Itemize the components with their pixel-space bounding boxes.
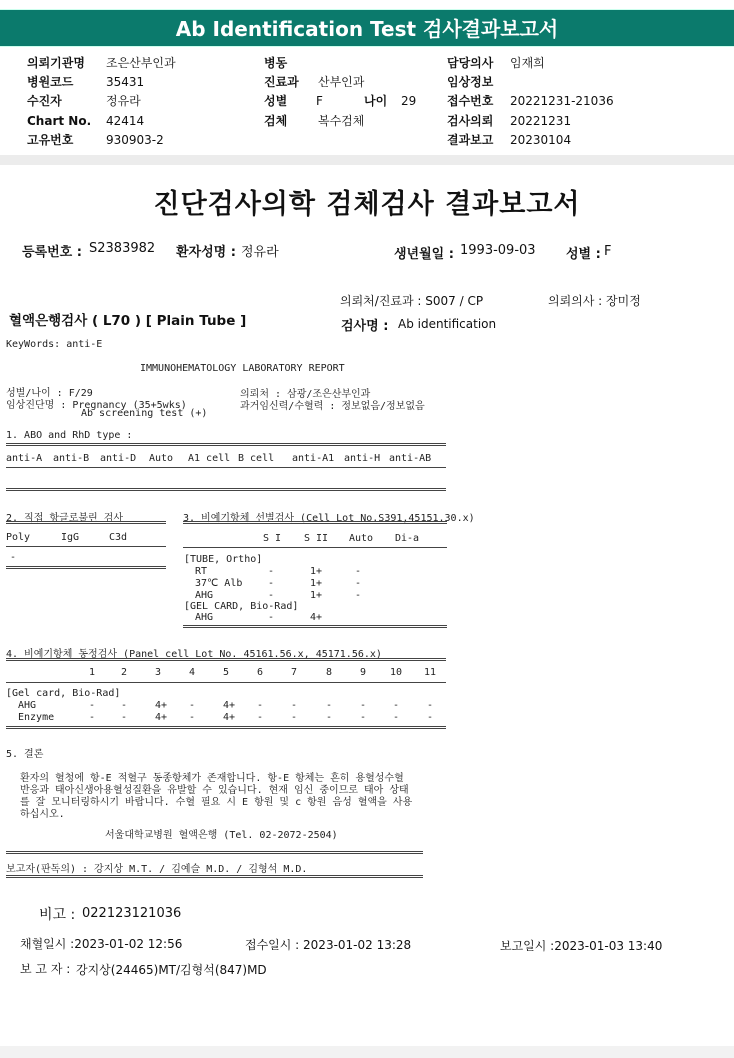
reporter-label: 보 고 자 : [20, 962, 71, 976]
report-header-title: Ab Identification Test 검사결과보고서 [0, 9, 734, 47]
conclusion-line: 를 잘 모니터링하시기 바랍니다. 수혈 필요 시 E 항원 및 c 항원 음성 혈액을 사용 [20, 797, 413, 808]
conclusion-line: 하십시오. [20, 809, 65, 820]
info-value: 복수검체 [318, 114, 365, 128]
reporter-line: 보고자(판독의) : 강지상 M.T. / 김예슬 M.D. / 김형석 M.D. [6, 864, 308, 875]
info-label: 진료과 [264, 75, 299, 89]
sec4-title: 4. 비예기항체 동정검사 (Panel cell Lot No. 45161.56.x, 45171.56.x) [6, 649, 382, 660]
referral: 의뢰처 : 삼광/조은산부인과 [240, 389, 371, 400]
requesting-doctor: 의뢰의사 : 장미정 [548, 294, 641, 308]
screen-group: [TUBE, Ortho] [184, 554, 263, 565]
dat-value: - [10, 552, 17, 563]
info-label: 임상정보 [447, 75, 494, 89]
screen-row-label: AHG [195, 612, 214, 623]
info-value: 20221231-21036 [510, 94, 614, 108]
test-name-value: Ab identification [398, 317, 497, 331]
sec3-title: 3. 비예기항체 선별검사 (Cell Lot No.S391,45151.30.x) [183, 513, 475, 524]
diagnosis-line1: 임상진단명 : Pregnancy (35+5wks) [6, 400, 187, 411]
screen-header: S I [263, 533, 282, 544]
panel-value: - [326, 700, 333, 711]
panel-row-label: AHG [18, 700, 37, 711]
info-label: 담당의사 [447, 56, 494, 70]
info-label: 병원코드 [27, 75, 74, 89]
screen-value: 1+ [310, 566, 323, 577]
panel-header: 9 [360, 667, 367, 678]
panel-header: 6 [257, 667, 264, 678]
panel-value: 4+ [223, 700, 236, 711]
requesting-dept: 의뢰처/진료과 : S007 / CP [340, 294, 484, 308]
info-label: 수진자 [27, 94, 62, 108]
info-label: 의뢰기관명 [27, 56, 85, 70]
abo-header: anti-H [344, 453, 381, 464]
panel-header: 10 [390, 667, 403, 678]
rule [6, 488, 446, 491]
sec5-title: 5. 결론 [6, 749, 44, 760]
panel-header: 8 [326, 667, 333, 678]
abo-header: anti-AB [389, 453, 432, 464]
panel-value: - [89, 712, 96, 723]
sex-value: F [604, 244, 612, 259]
screen-value: 1+ [310, 590, 323, 601]
panel-value: 4+ [155, 700, 168, 711]
panel-value: - [427, 700, 434, 711]
rule [6, 467, 446, 468]
panel-value: - [360, 700, 367, 711]
rule [6, 726, 446, 729]
info-value: 20221231 [510, 114, 572, 128]
collection-time: 채혈일시 :2023-01-02 12:56 [20, 937, 183, 951]
report-time: 보고일시 :2023-01-03 13:40 [500, 939, 663, 953]
abo-header: anti-A [6, 453, 43, 464]
info-value: 조은산부인과 [106, 56, 176, 70]
panel-value: - [189, 700, 196, 711]
info-label: 검사의뢰 [447, 114, 494, 128]
screen-value: - [268, 612, 275, 623]
sec1-title: 1. ABO and RhD type : [6, 430, 133, 441]
info-label: 병동 [264, 56, 288, 70]
panel-value: - [360, 712, 367, 723]
panel-header: 5 [223, 667, 230, 678]
info-label: 성별 [264, 94, 288, 108]
section-separator [0, 155, 734, 165]
reporter-value: 강지상(24465)MT/김형석(847)MD [76, 963, 267, 977]
info-value: 임재희 [510, 56, 545, 70]
panel-value: - [393, 712, 400, 723]
conclusion-line: 환자의 혈청에 항-E 적혈구 동종항체가 존재합니다. 항-E 항체는 흔히 용혈성수혈 [20, 773, 404, 784]
screen-value: - [355, 590, 362, 601]
report-title: 진단검사의학 검체검사 결과보고서 [153, 189, 581, 220]
bloodbank-contact: 서울대학교병원 혈액은행 (Tel. 02-2072-2504) [105, 830, 338, 841]
abo-header: anti-B [53, 453, 90, 464]
sec2-title: 2. 직접 항글로불린 검사 [6, 513, 124, 524]
abo-header: anti-D [100, 453, 137, 464]
rule [183, 521, 447, 524]
panel-header: 11 [424, 667, 437, 678]
panel-value: - [121, 712, 128, 723]
panel-value: - [291, 712, 298, 723]
screen-header: S II [304, 533, 329, 544]
rule [183, 547, 447, 548]
dob-label: 생년월일 : [394, 247, 454, 262]
note-value: 022123121036 [82, 906, 182, 921]
lab-report-title: IMMUNOHEMATOLOGY LABORATORY REPORT [140, 363, 345, 374]
rule [6, 658, 446, 661]
screen-value: - [268, 566, 275, 577]
dat-header: Poly [6, 532, 31, 543]
registration-value: S2383982 [89, 241, 156, 256]
dat-header: IgG [61, 532, 80, 543]
rule [6, 443, 446, 446]
screen-header: Auto [349, 533, 374, 544]
panel-value: 4+ [223, 712, 236, 723]
info-value: 정유라 [106, 94, 141, 108]
info-label: 접수번호 [447, 94, 494, 108]
screen-value: 4+ [310, 612, 323, 623]
info-label: 결과보고 [447, 133, 494, 147]
screen-group: [GEL CARD, Bio-Rad] [184, 601, 299, 612]
abo-header: B cell [238, 453, 275, 464]
panel-value: 4+ [155, 712, 168, 723]
screen-value: - [355, 566, 362, 577]
info-value: F [316, 94, 323, 108]
screen-value: - [268, 590, 275, 601]
info-label: 검체 [264, 114, 288, 128]
patient-name-label: 환자성명 : [176, 245, 236, 260]
rule [6, 546, 166, 547]
panel-value: - [291, 700, 298, 711]
abo-header: A1 cell [188, 453, 231, 464]
sex-age: 성별/나이 : F/29 [6, 388, 93, 399]
rule [6, 566, 166, 569]
age-label: 나이 [364, 94, 388, 108]
registration-label: 등록번호 : [22, 245, 82, 260]
panel-value: - [257, 712, 264, 723]
test-name-label: 검사명 : [341, 319, 389, 334]
diagnosis-line2: Ab screening test (+) [81, 408, 208, 419]
rule [6, 682, 446, 683]
conclusion-line: 반응과 태아신생아용혈성질환을 유발할 수 있습니다. 현재 임신 중이므로 태아 상태 [20, 785, 409, 796]
abo-header: anti-A1 [292, 453, 335, 464]
rule [6, 851, 423, 854]
info-value: 42414 [106, 114, 145, 128]
panel-header: 1 [89, 667, 96, 678]
screen-value: 1+ [310, 578, 323, 589]
info-value: 35431 [106, 75, 145, 89]
info-label: Chart No. [27, 114, 92, 128]
keywords: KeyWords: anti-E [6, 339, 103, 350]
info-value: 산부인과 [318, 75, 365, 89]
dat-header: C3d [109, 532, 128, 543]
panel-row-label: Enzyme [18, 712, 55, 723]
panel-value: - [257, 700, 264, 711]
panel-group: [Gel card, Bio-Rad] [6, 688, 121, 699]
info-value: 930903-2 [106, 133, 164, 147]
rule [6, 875, 423, 878]
note-label: 비고 : [39, 907, 76, 923]
panel-value: - [121, 700, 128, 711]
panel-value: - [326, 712, 333, 723]
screen-row-label: RT [195, 566, 208, 577]
abo-header: Auto [149, 453, 174, 464]
rule [6, 521, 166, 524]
panel-value: - [89, 700, 96, 711]
panel-header: 7 [291, 667, 298, 678]
screen-row-label: AHG [195, 590, 214, 601]
screen-row-label: 37℃ Alb [195, 578, 243, 589]
panel-value: - [189, 712, 196, 723]
panel-header: 4 [189, 667, 196, 678]
patient-name-value: 정유라 [241, 245, 279, 260]
sex-label: 성별 : [566, 247, 601, 262]
section-title: 혈액은행검사 ( L70 ) [ Plain Tube ] [9, 313, 247, 329]
panel-value: - [427, 712, 434, 723]
pregnancy-history: 과거임신력/수혈력 : 정보없음/정보없음 [240, 401, 425, 412]
age-value: 29 [401, 94, 417, 108]
screen-value: - [268, 578, 275, 589]
info-label: 고유번호 [27, 133, 74, 147]
panel-header: 2 [121, 667, 128, 678]
panel-value: - [393, 700, 400, 711]
receipt-time: 접수일시 : 2023-01-02 13:28 [245, 938, 412, 952]
panel-header: 3 [155, 667, 162, 678]
dob-value: 1993-09-03 [460, 243, 536, 258]
screen-header: Di-a [395, 533, 420, 544]
info-value: 20230104 [510, 133, 572, 147]
screen-value: - [355, 578, 362, 589]
rule [183, 625, 447, 628]
